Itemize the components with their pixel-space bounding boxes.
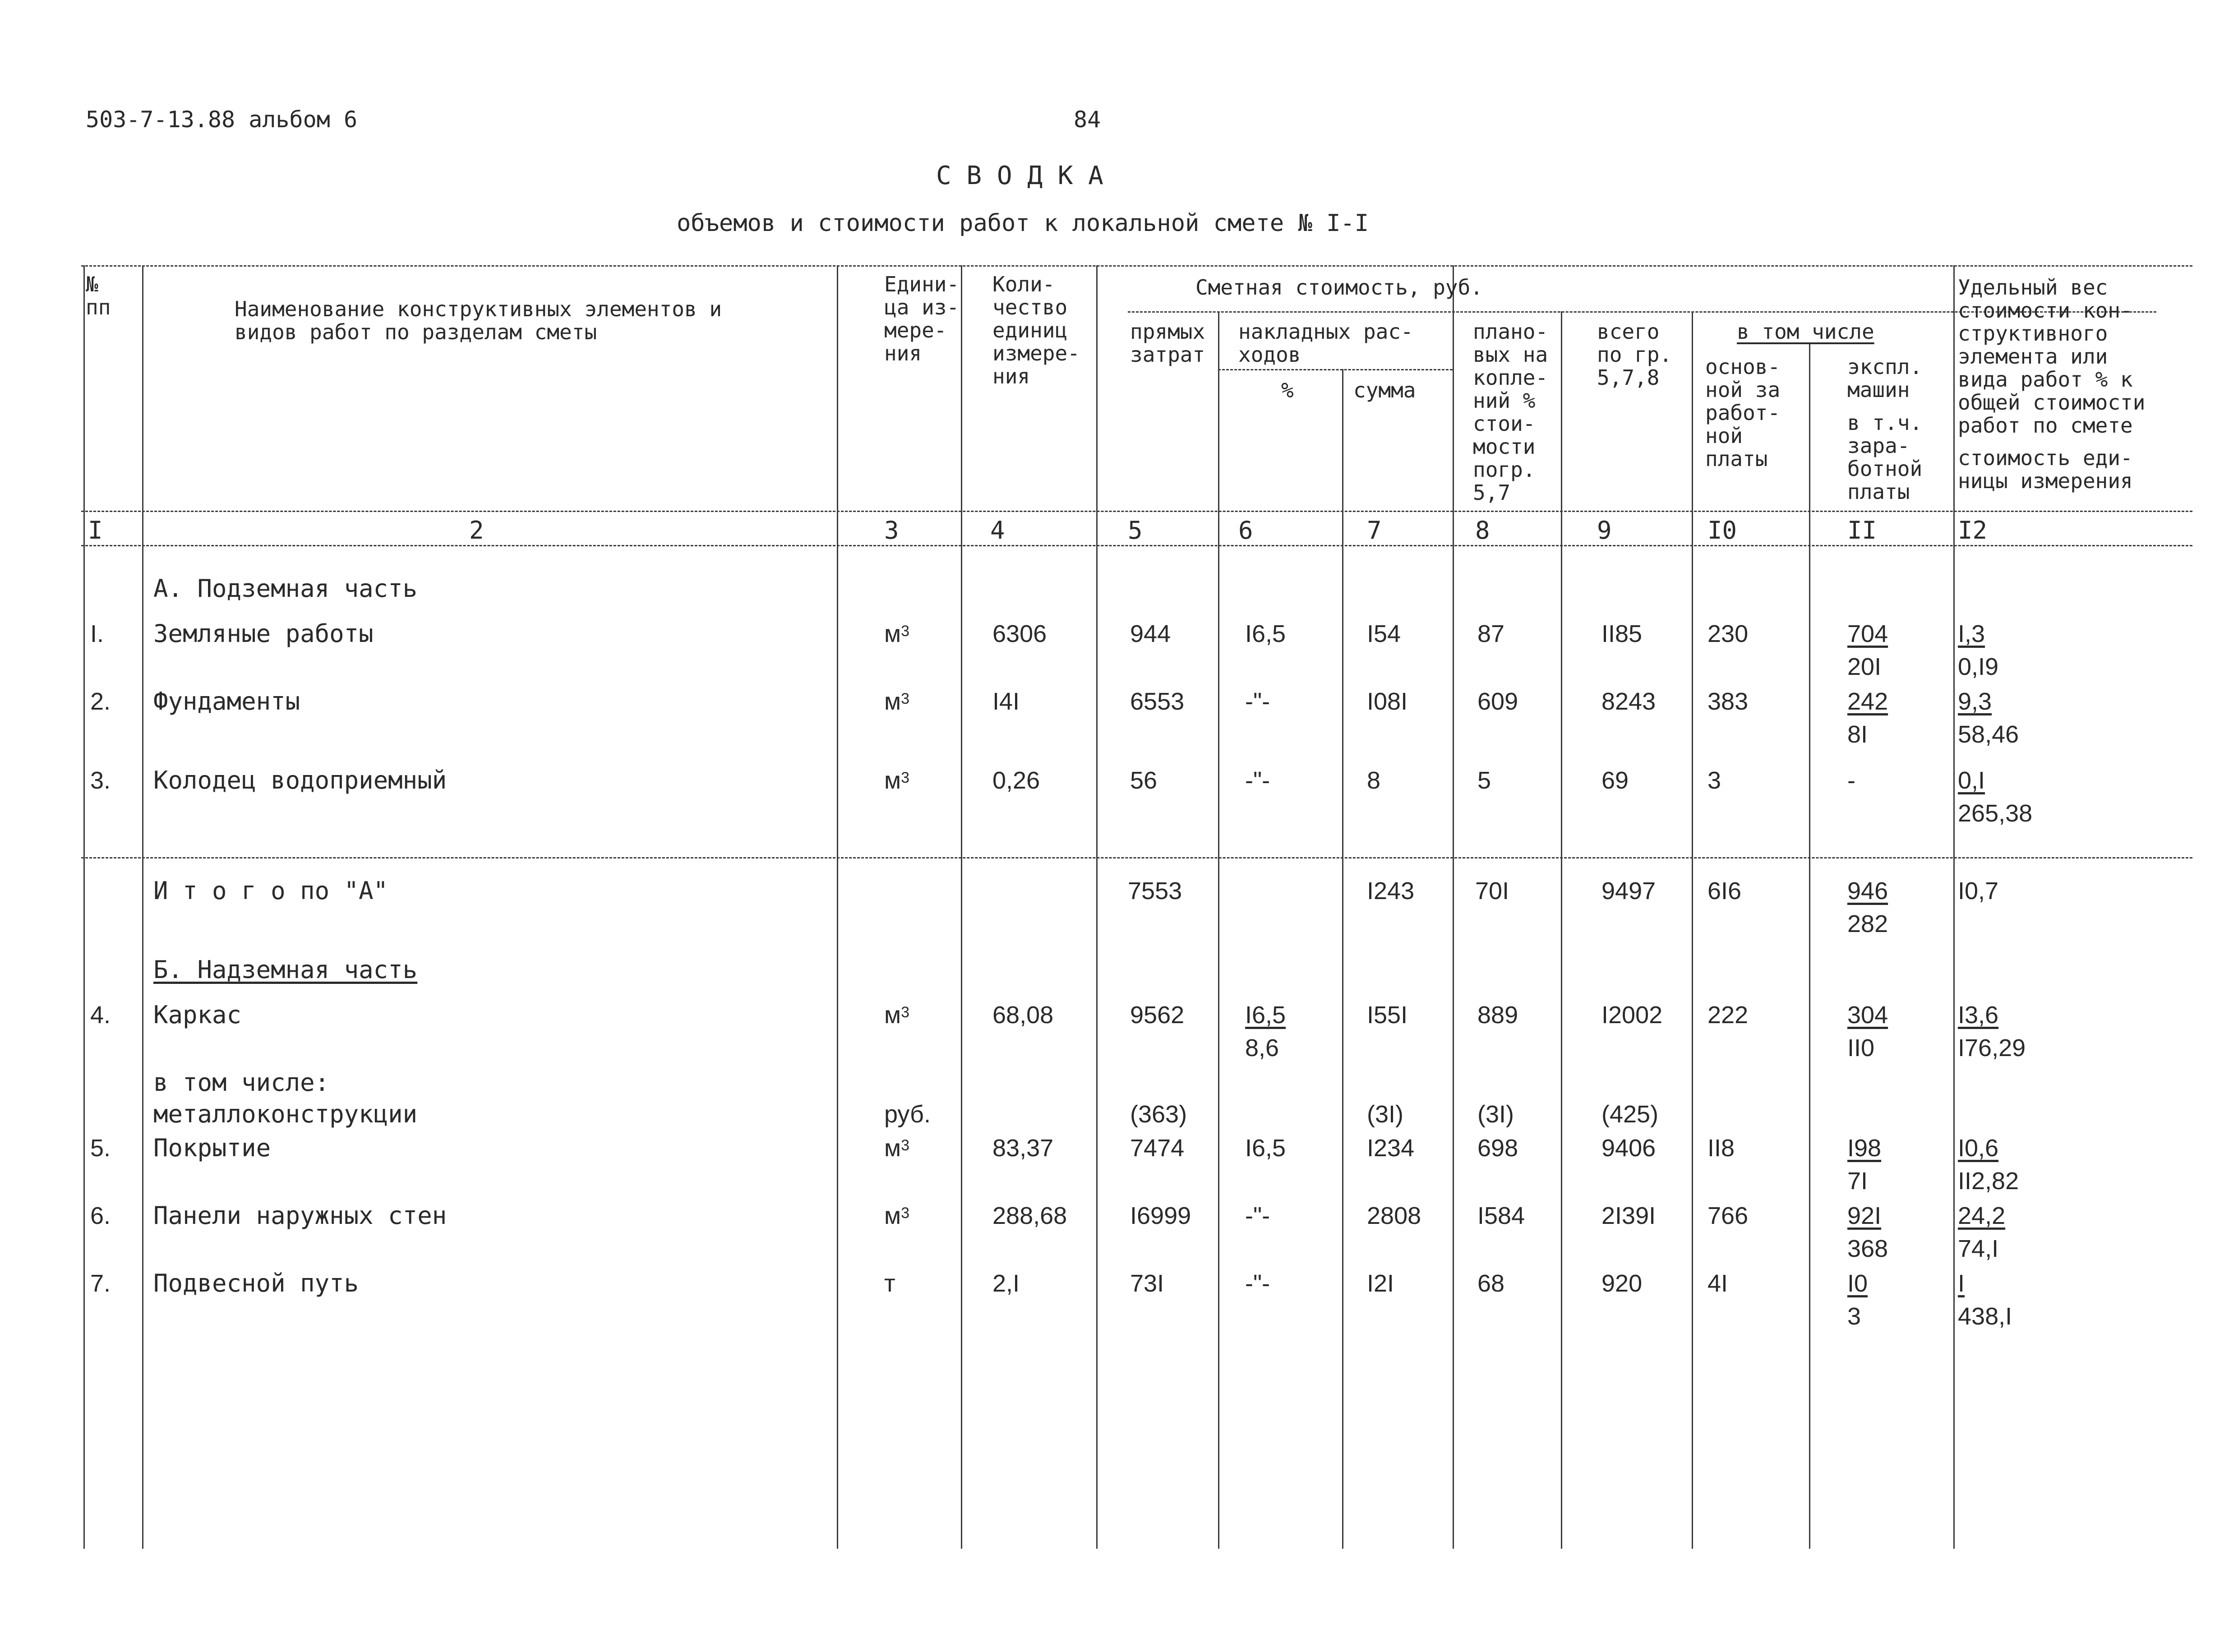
row-unit-cost: II2,82	[1958, 1167, 2019, 1195]
row-quantity: 68,08	[992, 1001, 1054, 1029]
row-planned-savings: 87	[1477, 620, 1505, 647]
header-subdivider-overhead	[1218, 369, 1453, 370]
col-line-11	[1809, 343, 1810, 1549]
row-base-wages: 222	[1707, 1001, 1749, 1029]
row-unit: $м^3$	[884, 767, 910, 794]
row-unit: $м^3$	[884, 620, 910, 647]
row-quantity: 83,37	[992, 1135, 1054, 1162]
header-col-11a: экспл. машин	[1847, 355, 1923, 402]
row-number: 4.	[90, 1001, 111, 1029]
table-top-border	[81, 265, 2192, 267]
row-share-percent: 9,3	[1958, 688, 1992, 715]
row-quantity: 0,26	[992, 767, 1040, 794]
total-a-c11b: 282	[1847, 910, 1888, 937]
row-share-percent: I0,6	[1958, 1135, 1999, 1162]
row-machine-ops: 242	[1847, 688, 1888, 715]
colnum-10: I0	[1707, 516, 1737, 545]
row-overhead-sum: I234	[1367, 1135, 1415, 1162]
row-unit-cost: 265,38	[1958, 800, 2033, 827]
row-name: Земляные работы	[153, 619, 374, 648]
row-machine-wages: 20I	[1847, 653, 1882, 680]
row-total: 69	[1601, 767, 1629, 794]
row-planned-savings: 698	[1477, 1135, 1518, 1162]
col-line-12	[1953, 265, 1955, 1549]
row-overhead-sum: 8	[1367, 767, 1381, 794]
row-total: 2I39I	[1601, 1202, 1656, 1229]
row-total: 9406	[1601, 1135, 1656, 1162]
header-col-3: Едини- ца из- мере- ния	[884, 272, 960, 365]
row-name: Подвесной путь	[153, 1269, 359, 1297]
header-overhead: накладных рас- ходов	[1238, 319, 1413, 367]
row-share-percent: 24,2	[1958, 1202, 2006, 1229]
row-share-percent: I3,6	[1958, 1001, 1999, 1029]
row-share-percent: 0,I	[1958, 767, 1985, 794]
header-col-7: сумма	[1353, 378, 1416, 402]
row-direct-costs: 7474	[1130, 1135, 1185, 1162]
row-quantity: 6306	[992, 620, 1047, 647]
document-subtitle: объемов и стоимости работ к локальной смете № I-I	[677, 210, 1369, 237]
row-overhead-sum: I08I	[1367, 688, 1408, 715]
header-col-8: плано- вых на копле- ний % стои- мости погр. 5,7	[1473, 319, 1548, 505]
row-overhead-sum: 2808	[1367, 1202, 1421, 1229]
row-unit: $м^3$	[884, 1135, 910, 1162]
colnum-5: 5	[1128, 516, 1143, 545]
row-overhead-percent: -"-	[1245, 688, 1270, 715]
row-base-wages: 3	[1707, 767, 1721, 794]
row-planned-savings: 68	[1477, 1270, 1505, 1297]
colnum-1: I	[88, 516, 103, 545]
unit-superscript: 3	[901, 1137, 910, 1154]
header-col-12a: Удельный вес стоимости кон- структивного элемента или вида работ % к общей стоимости работ по смете	[1958, 275, 2146, 438]
row-number: I.	[90, 620, 104, 647]
header-col-5: прямых затрат	[1130, 319, 1205, 367]
col-line-8	[1453, 265, 1454, 1549]
row-total: I2002	[1601, 1001, 1663, 1029]
header-col-2: Наименование конструктивных элементов и видов работ по разделам сметы	[235, 297, 722, 344]
row-machine-wages: II0	[1847, 1034, 1875, 1061]
row-unit-cost: 58,46	[1958, 721, 2019, 748]
row-base-wages: 230	[1707, 620, 1749, 647]
row-overhead-percent-2: 8,6	[1245, 1034, 1279, 1061]
row-machine-wages: 8I	[1847, 721, 1868, 748]
colnum-12: I2	[1958, 516, 1988, 545]
row-name: металлоконструкции	[153, 1100, 418, 1128]
row-planned-savings: 609	[1477, 688, 1518, 715]
row-direct-costs: I6999	[1130, 1202, 1191, 1229]
col-line-5	[1096, 265, 1098, 1549]
row-machine-ops: 304	[1847, 1001, 1888, 1029]
row-name: Фундаменты	[153, 687, 300, 715]
total-a-c10: 6I6	[1707, 877, 1742, 904]
row-unit: $м^3$	[884, 688, 910, 715]
header-col-10: основ- ной за работ- ной платы	[1705, 355, 1781, 471]
row-unit-cost: 438,I	[1958, 1303, 2012, 1330]
colnum-6: 6	[1238, 516, 1253, 545]
row-unit: т	[884, 1270, 895, 1297]
header-col-6: %	[1281, 378, 1294, 402]
col-line-7	[1342, 369, 1343, 1549]
col-line-1	[83, 265, 85, 1549]
col-line-2	[142, 265, 143, 1549]
header-bottom-border	[81, 511, 2192, 512]
row-direct-costs: 73I	[1130, 1270, 1164, 1297]
row-machine-wages: 7I	[1847, 1167, 1868, 1195]
row-name: Панели наружных стен	[153, 1201, 447, 1230]
colnum-2: 2	[469, 516, 484, 545]
row-direct-costs: (363)	[1130, 1101, 1187, 1128]
row-number: 5.	[90, 1135, 111, 1162]
row-base-wages: 383	[1707, 688, 1749, 715]
colnum-9: 9	[1597, 516, 1612, 545]
document-title: С В О Д К А	[936, 161, 1103, 190]
header-col-11b: в т.ч. зара- ботной платы	[1847, 411, 1923, 504]
total-a-c9: 9497	[1601, 877, 1656, 904]
row-machine-ops: 92I	[1847, 1202, 1882, 1229]
col-line-9	[1561, 311, 1562, 1549]
row-machine-wages: 368	[1847, 1235, 1888, 1262]
row-overhead-percent: I6,5	[1245, 1001, 1286, 1029]
row-base-wages: II8	[1707, 1135, 1735, 1162]
row-unit: $м^3$	[884, 1001, 910, 1029]
row-overhead-percent: I6,5	[1245, 620, 1286, 647]
row-planned-savings: 889	[1477, 1001, 1518, 1029]
colnum-11: II	[1847, 516, 1877, 545]
row-planned-savings: (3I)	[1477, 1101, 1514, 1128]
row-machine-ops: I0	[1847, 1270, 1868, 1297]
row-number: 7.	[90, 1270, 111, 1297]
row-unit: $м^3$	[884, 1202, 910, 1229]
unit-superscript: 3	[901, 1204, 910, 1222]
row-quantity: 2,I	[992, 1270, 1020, 1297]
row-machine-ops: 704	[1847, 620, 1888, 647]
unit-superscript: 3	[901, 1004, 910, 1021]
row-name: Каркас	[153, 1001, 242, 1029]
section-a-total-divider	[81, 857, 2192, 858]
row-overhead-percent: -"-	[1245, 1270, 1270, 1297]
row-overhead-percent: -"-	[1245, 767, 1270, 794]
page-number: 84	[1074, 106, 1101, 133]
row-unit-cost: 0,I9	[1958, 653, 1999, 680]
row-planned-savings: 5	[1477, 767, 1491, 794]
row-total: (425)	[1601, 1101, 1659, 1128]
colnum-8: 8	[1475, 516, 1490, 545]
header-group-cost: Сметная стоимость, руб.	[1195, 275, 1483, 300]
row-overhead-sum: (3I)	[1367, 1101, 1403, 1128]
total-a-c7: I243	[1367, 877, 1415, 904]
row-number: 3.	[90, 767, 111, 794]
row-overhead-sum: I55I	[1367, 1001, 1408, 1029]
row-number: 6.	[90, 1202, 111, 1229]
unit-superscript: 3	[901, 623, 910, 640]
row-total: 8243	[1601, 688, 1656, 715]
section-b-title: Б. Надземная часть	[153, 955, 418, 984]
row-number: 2.	[90, 688, 111, 715]
colnum-3: 3	[884, 516, 899, 545]
row-name: Колодец водоприемный	[153, 766, 447, 794]
row-quantity: 288,68	[992, 1202, 1067, 1229]
row-unit: руб.	[884, 1101, 931, 1128]
row-total: II85	[1601, 620, 1643, 647]
row-planned-savings: I584	[1477, 1202, 1525, 1229]
row-name: Покрытие	[153, 1134, 271, 1162]
row-machine-ops: -	[1847, 767, 1855, 794]
row-base-wages: 766	[1707, 1202, 1749, 1229]
row-overhead-percent: I6,5	[1245, 1135, 1286, 1162]
col-line-6	[1218, 311, 1219, 1549]
row-base-wages: 4I	[1707, 1270, 1728, 1297]
row-overhead-percent: -"-	[1245, 1202, 1270, 1229]
total-a-label: И т о г о по "А"	[153, 877, 388, 905]
unit-superscript: 3	[901, 769, 910, 786]
row-direct-costs: 9562	[1130, 1001, 1185, 1029]
row-machine-wages: 3	[1847, 1303, 1861, 1330]
col-line-4	[961, 265, 962, 1549]
header-including: в том числе	[1737, 319, 1874, 344]
row-direct-costs: 944	[1130, 620, 1171, 647]
row-overhead-sum: I54	[1367, 620, 1401, 647]
unit-superscript: 3	[901, 690, 910, 707]
row-direct-costs: 56	[1130, 767, 1158, 794]
header-col-9: всего по гр. 5,7,8	[1597, 319, 1672, 390]
header-col-4: Коли- чество единиц измере- ния	[992, 272, 1080, 388]
header-col-12b: стоимость еди- ницы измерения	[1958, 446, 2133, 493]
row-unit-cost: I76,29	[1958, 1034, 2026, 1061]
colnum-7: 7	[1367, 516, 1382, 545]
header-col-1: № пп	[86, 272, 111, 319]
row-name: в том числе:	[153, 1068, 330, 1097]
document-code: 503-7-13.88 альбом 6	[86, 106, 358, 133]
column-numbers-border	[81, 545, 2192, 546]
colnum-4: 4	[990, 516, 1005, 545]
col-line-3	[837, 265, 838, 1549]
total-a-c8: 70I	[1475, 877, 1509, 904]
row-direct-costs: 6553	[1130, 688, 1185, 715]
row-machine-ops: I98	[1847, 1135, 1882, 1162]
col-line-10	[1692, 311, 1693, 1549]
total-a-c5: 7553	[1128, 877, 1182, 904]
row-share-percent: I,3	[1958, 620, 1985, 647]
section-a-title: А. Подземная часть	[153, 574, 418, 603]
row-quantity: I4I	[992, 688, 1020, 715]
row-share-percent: I	[1958, 1270, 1965, 1297]
row-unit-cost: 74,I	[1958, 1235, 1999, 1262]
total-a-c12: I0,7	[1958, 877, 1999, 904]
row-total: 920	[1601, 1270, 1643, 1297]
total-a-c11: 946	[1847, 877, 1888, 904]
row-overhead-sum: I2I	[1367, 1270, 1394, 1297]
